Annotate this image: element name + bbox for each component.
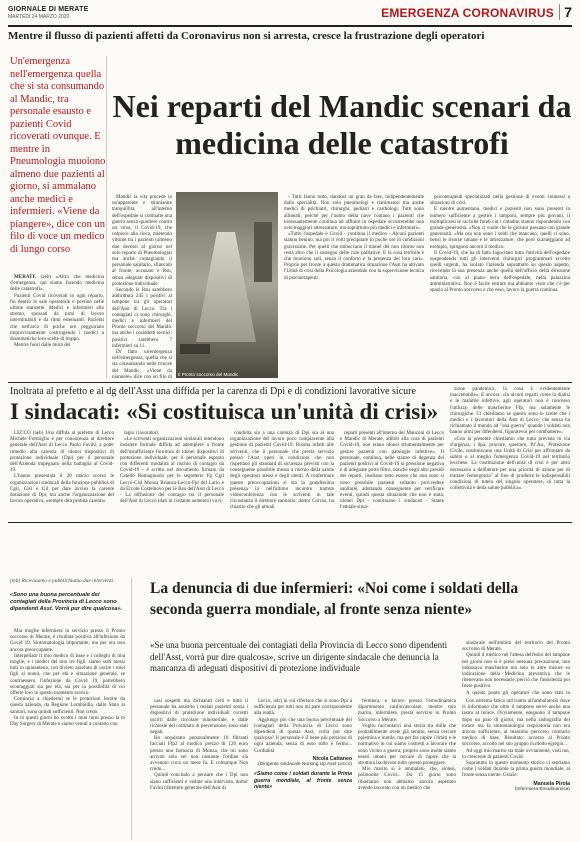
article3-column-5	[462, 640, 570, 696]
article3-column-3	[254, 698, 352, 838]
article2-column-4	[340, 430, 444, 520]
paragraph: Sopratutto in questo momento storico ci sentiamo come i soldati durante la prima guerra mondiale, al fronte senza niente. Grazie.	[462, 760, 570, 779]
paragraph: Comincio a chiedermi se le protezioni fornite da questa azienda, da Regione Lombardia, dallo Stato ai sanitari, sono quindi sufficienti. Non credo.	[10, 696, 125, 715]
signature-role: (Infermiera Emodinamica)	[514, 786, 570, 792]
paragraph: Mandic la vita procede in un'apparente e stranianite tranquillità, all'interno dell'ospedale si combatte una guerra senza quartiere contro un virus, il Covid-19, che colpisce alla cieca, mietendo vittime tra i pazienti (almeno due decessi al giorno nel solo reparto di Pneumologia) ma anche contagiando il personale sanitario, sfiancato al fronte, accusato e Rsu, senza adeguati dispositivi di protezione individuale.	[112, 194, 172, 287]
article3-column-4	[358, 698, 456, 838]
paragraph: Con estrema fatica arriviamo all'ambulatorio dove ci informano che oltre il tampone serve anche una lastra al torace. Ovviamente, eseguono il tampone dopo un paio di giorni, ma nella radiografia del torace ma fa sintomatologia respiratoria non era ancora sufficiente, al massimo percorso contrario medico di base. Risultato: accesso al Pronto soccorso, accolto nel suo gruppo in modo egregio...	[462, 698, 570, 748]
page-kicker: Mentre il flusso di pazienti affetti da Coronavirus non si arresta, cresce la frustrazione degli operatori	[8, 30, 485, 42]
paragraph: «Con la presente chiediamo che tutta prevista in via d'urgenza, i dpa, procure, questure, P.f.Aa., Protezione Civile, costituiscano una Unità di Crisi per affrontare da subito e al meglio l'emergenza Covid-19 nel territorio lecchese. La costituzione dell'unità di crisi è per altro necessaria a deliberare per una priorità di azione per di trattare l'emergenza" al fine di produrre le indispensabili condizioni di tutela del singolo operatore, di tutta la collettività e della salute pubblica».	[450, 435, 570, 492]
paragraph: Voglio raccontarvi una storia tra mille che probabilmente avete già sentito, senza cercare polemica e inutile, ma per far capire i limiti e le normative in cui siamo costretti a lavorare che sono vicino a guerra, proprio sono molte siamo esseri umani per cercare di capire che la struttura ha dovuto tutto questo proteggere.	[358, 722, 456, 767]
paper-name: GIORNALE DI MERATE	[8, 6, 89, 13]
article3-headline: La denuncia di due infermieri: «Noi come i soldati della seconda guerra mondiale, al fronte senza niente»	[150, 580, 519, 618]
paragraph: psicoterapeuti specializzati nella gestione di eventi connessi a situazioni di crisi.	[430, 194, 570, 207]
paragraph: Mia moglie infermiera in servizio presso il Pronto soccorso di Merate, è risultata positiva all'infezione da Covid 19. Sintomatologia importante, ma per ora non ancora preoccupante.	[10, 628, 125, 653]
article3-sidehead: (mb) Ricevuiamo e pubblichiamo due interventi.	[10, 578, 115, 584]
paragraph: A questo punto gli operatori che sono stati in	[466, 689, 570, 696]
article3-standfirst: «Se una buona percentuale dei contagiati della Provincia di Lecco sono dipendenti dell'Asst, vorrà pur dire qualcosa», scrive un dirigente sindacale che denuncia la mancanza di adeguati dispositivi di protezione individuale	[150, 640, 448, 673]
signature-name: Manuela Pirola	[533, 780, 570, 787]
article1-intro: Un'emergenza nell'emergenza quella che si sta consumando al Mandic, tra personale esausto e pazienti Covid ricoverati ovunque. E mentre in Pneumologia muoiono almeno due pazienti al giorno, si ammalano anche medici e infermieri. «Viene da piangere», dice con un filo di voce un medico di lungo corso	[10, 56, 106, 255]
article2-kicker: Inoltrata al prefetto e al dg dell'Asst una diffida per la carenza di Dpi e di condizioni lavorative sicure	[10, 386, 416, 397]
paragraph: sindacale nell'ambito del territorio del Pronto soccorso di Merate.	[462, 640, 570, 653]
paper-date: MARTEDÌ 24 MARZO 2020	[8, 14, 70, 20]
paragraph: Aggiungo poi che una buona percentuale dei contagiati della Provincia di Lecco sono dipendenti di questa Asst, vorrà pur dire qualcosa? Il personale è il bene più prezioso di ogni azienda, senza di esso tutto è fermo... Cordialità	[254, 716, 352, 754]
article1-column-2	[112, 194, 172, 378]
dateline: MERATE	[14, 274, 36, 280]
paragraph: Il Covid-19, che ha di fatto fagocitato tutta l'attività dell'ospedale sospendendo tutti gli interventi chirurgici programmati eccetto quelli urgenti, ha isolato l'azienda soprattutto su questo aspetto, ricevendo la sua presenza anche quella dell'ufficio della direzione sanitaria, con al piano terra dell'ospedale, nella palazzina amministrativa. Non è facile entrare ma abbiamo visto che c'è per spazio al Pronto soccorso e che esso, lavoro la guerra continua.	[430, 249, 570, 294]
paragraph: Quindi il medico nel l'attesa dell'esito del tampone nei giorni non si è preso nessuna precauzione, non indossava mascherine ma solo le altre misure su indicazione della Medicina preventiva che le ritenevano non necessarie, perciò che l'assistenza poi fosse positivo.	[462, 652, 570, 690]
photo-caption: Il Pronto soccorso del Mandic	[178, 372, 239, 377]
section-rule	[8, 522, 572, 523]
article1-column-1	[10, 274, 104, 378]
section-rule	[8, 382, 572, 383]
paragraph: Pazienti Covid ricoverati in ogni reparto, fin dentro le sale operatorie e persino nelle ultime stanzette. Medici e infermieri allo stremo, spossati da turni di lavoro interminabili e da ritmi estenuanti. Pazienti che nell'arco di poche ore peggiorano improvvisamente costringendo i medici a drammatiche loro scelte di troppo.	[10, 292, 104, 343]
paragraph: Lecco, ndr) in cui riferisce che si sono Dpi a sufficienza per tutti non mi pare corrispondente alla realtà.	[254, 698, 352, 717]
paragraph: «Le scriventi organizzazioni sindacali intendono insistere formale diffida ad adempiere a fronte dell'insufficiente fornitura di idonei dispositivi di protezione individuale, per il personale esposto con differenti modalità al rischio di contagio da Covid-19 - è scritto nel documento firmato da Catello Romagnuolo per le segreterie Fp Cgil Lecco-Cisl Monza Brianza-Lecco-Fpl del Lario e da Ercole Costelnovo per le Rsu dell'Asst di Lecco - La diffusione del contagio tra il personale dell'Asst di Lecco (dati in costante aumento) va ri-	[120, 436, 224, 505]
article2-column-3	[230, 430, 334, 520]
paragraph: zione pandemica, la cosa è evidentemente inaccettabile». E ancora: «In alcuni reparti come la dialisi e le malattie infettive, agli operatori non è concesso l'utilizzo delle mascherine Ffp, ma solamente le chirurgiche. Ci chiediamo se questo sono le scelte che i medici e i lavoratori della Asst di Lecco, che senza ha richiamato il mondo ad "una guerra" quando i soldati non hanno armi per difendersi, figuratevoi per combattere».	[450, 386, 570, 436]
pronto-soccorso-photo	[176, 192, 278, 378]
article3-pull-quote: «Sono una buona percentuale dei contagiati della Provincia di Lecco sono dipendenti Asst. Vorrà pur dire qualcosa».	[10, 592, 123, 612]
paragraph: Di fatto un'emergenza nell'emergenza, quella che si sta consumando nelle trincee del Mandic. «Viene da piangere» dice con un filo di	[112, 349, 172, 378]
paragraph: Mio marito si è ammalato, che, sintesi, polmonite Covid... Da 15 giorni sono ribadiamo non abbiamo ancora aspettato avendo lavorato con un medico che	[358, 766, 456, 791]
paragraph: Quindi concludo a pensare che i Dpi non siano sufficienti e vedute una intervista, dottor Favini (direttore generale dell'Asst di	[150, 772, 248, 791]
corridor-shape	[196, 232, 256, 342]
article1-column-3	[284, 194, 424, 378]
column-divider	[106, 56, 107, 378]
paragraph: condotta sia a una carenza di Dpi sia al una organizzazione del lavoro poco compiacente alla gestione di pazienti Covid-19. Risulta infatti alle scriventi, che il personale che presta servizio presso l'Asst operi in condizioni che non rispettano gli standard di sicurezza previsti con la conseguente possibile messa a rischio della salute degli operatori stessi e degli utenti. A confermare questo preoccupazioni si sta la grandissima presenza in nell'ultimo incontro tramite videoconferenza con le scriventi in tale circostanza il direttore sanitario, dottor Corrao, ha chiarito che gli attuali	[230, 430, 334, 511]
page-number: 7	[559, 4, 572, 20]
paragraph: LECCO (aeb) Una diffida al prefetto di Lecco Michele Formiglio e per conoscenza al direttore generale dell'Asst di Lecco Paolo Favini, a poter rimedio alla carenza di idonei dispositivi di protezione individuale (Dpi) per il personale dell'Azienda impegnato nella battaglia al Covid-19.	[10, 430, 114, 474]
paragraph: In in questi giorni ho svolto i miei turni presso la m Day Surgery di Merate e siamo venuti a contatto con	[10, 714, 125, 728]
section-tag: EMERGENZA CORONAVIRUS	[381, 6, 554, 20]
article2-column-5	[450, 386, 570, 520]
column-divider	[131, 578, 132, 840]
article1-column-4	[430, 194, 570, 378]
paragraph: Interpellato il mio medico di base e i colleghi di mia moglie, e i medici del mio tre figli. siamo stati messi tutti in quarantena, con divieto assoluto di uscire i miei figli ai nonni, che per età e situazione generale, se contraessero l'infezione da Covid 19, potrebbero scontaggiati sia per età, sia per la possibilità di cui offerte loro in questo momento storico.	[10, 652, 125, 697]
paragraph: (aeb) «Altro che medicina d'emergenza, qui siamo facendo medicina delle catastrofi».	[10, 274, 104, 293]
article2-column-1	[10, 430, 114, 520]
paragraph: Mentre fuori dalle mura del	[14, 342, 71, 349]
paragraph: casi sospetti ma dichiarati certi e tutto il personale ha assistito i malati pazienti senza i dispositivi di protezione individuali corretti uscirti dalle circolare ministeriale, e dalle richieste del comitato di prevenzione, sono stati negati.	[150, 698, 248, 736]
pull-quote: «Siamo come i soldati durante la Prima guerra mondiale, al fronte senza niente»	[254, 771, 352, 791]
paragraph: - Tutti fanno tutto, dandosi un gran da fare, indipendentemente dalla specialità. Non solo pneumologi e rianimatori ma anche medici di psichiatri, chirurghi, pediatri e cardiologi. Tutti sono allineati, perché per l'uomo della nave contano i pazienti che incessantemente continua ad affluire in ospedale occorrerebbe non solo maggiori attrezzature, ma soprattutto più medici e infermieri».	[284, 194, 424, 232]
paragraph: «Tutto l'ospedale è Covid - continua il medico - Alcuni pazienti stanno benino, ma poi il volti precipitare in poche ore in condizioni gravissime. Per quelli che imboccano il tunnel del non ritorno non resta altro che il sostegno delle cure palliative. E la cosa terribile è che muoiono soli, senza il conforto e la presenza dei loro cari». Proprio per fronte a questa drammatica situazione l'Asst ha attivato l'Unità di crisi della Psicologia aziendale con la supervisione tecnica di psicoterapeuti	[284, 231, 424, 281]
paragraph: Ho acquistato personalmente 10 filtranti facciali Ffp2 al modico prezzo di 120 euro presso una farmacia di Monza, che mi sono arrivati solo sei non nostante l'ordine sia avvenuto circa un mese fa. E comunque Non credo...	[150, 735, 248, 773]
signature-role: (Dirigente sindacale Nursing Up Asst Lecco)	[258, 762, 352, 768]
article1-headline: Nei reparti del Mandic scenari da medicina delle catastrofi	[112, 88, 572, 161]
paragraph: Secondo le Rsu sarebbero addirittura 245 i positivi al tampone tra gli operatori dell'Asst di Lecco. Tra i contagiati ci sono chirurghi, medici e infermieri del Pronto soccorso del Mandic ma anche i cosiddetti tecnici: positivi sarebbero 7 infermieri su 11.	[112, 287, 172, 349]
article2-column-2	[120, 430, 224, 520]
article3-column-6	[462, 698, 570, 838]
bench-shape	[180, 344, 210, 354]
article3-column-2	[150, 698, 248, 838]
article2-headline: I sindacati: «Si costituisca un'unità di crisi»	[10, 399, 439, 424]
top-rule	[8, 25, 572, 27]
paragraph: L'hanno presentata il 20 marzo scorso le organizzazioni sindacali della funzione pubblica di Cgil, Cisl e Uil per dare avviso la carente dotazione di Dpi, ma anche l'organizzazione del lavoro operativa, «sempre dita probità carenti».	[10, 473, 114, 505]
paragraph: E mentre aumentano, medici e pazienti non sono presenti in numero sufficiente a gestire i tamponi, sempre più giovani, il moltiplicarsi le raccolte fondi cui i cittadini stanno rispondendo con grande generosità. «Non ci vuole che le giovani passano con grande generosità. «Ma ora non sono i soldi che mancano, quelli ci sono, bensì le risorse umane e le attrezzature, che però scarseggiano ad esempio, spingono ancora il medico.	[430, 206, 570, 250]
paragraph: reparti presenti all'interno del Manzoni di Lecco e Mandic di Merate, adibiti alla cura di pazienti Covid-19, non erano idonei strumentalmente per gestire pazienti con patologie infettive». Il personale, continua, nelle stanze di degenza del pazienti positivi al Covid-19 si pressione negativa e di adeguate porte filtro, nonché negli altri presidi dei reparti, risultano tutto essere che non sono si sono possibile pazienti soltanto provvedere sanitarie, adottando conseguente per verificare eventi, quindi questa situazione che non è stata, idonei Dpi - continuano i sindacati - Stante l'attuale situa-	[340, 430, 444, 511]
paragraph: fermiera, e lavoro presso l'emodinamica dipartimento cardiovascolare, mentre mio marito, infermiere, presta servizio in Pronto Soccorso a Merate.	[358, 698, 456, 723]
masthead	[8, 6, 572, 24]
signature-name: Nicola Cattaneo	[312, 755, 352, 762]
paragraph: Ad oggi mio marito sta male ovviamente, visti noi, in crescente di pazienti Covid.	[462, 747, 570, 760]
paragraph: tagio i lavoratori.	[124, 430, 160, 436]
door-shape	[254, 222, 272, 282]
article3-column-1	[10, 628, 125, 838]
